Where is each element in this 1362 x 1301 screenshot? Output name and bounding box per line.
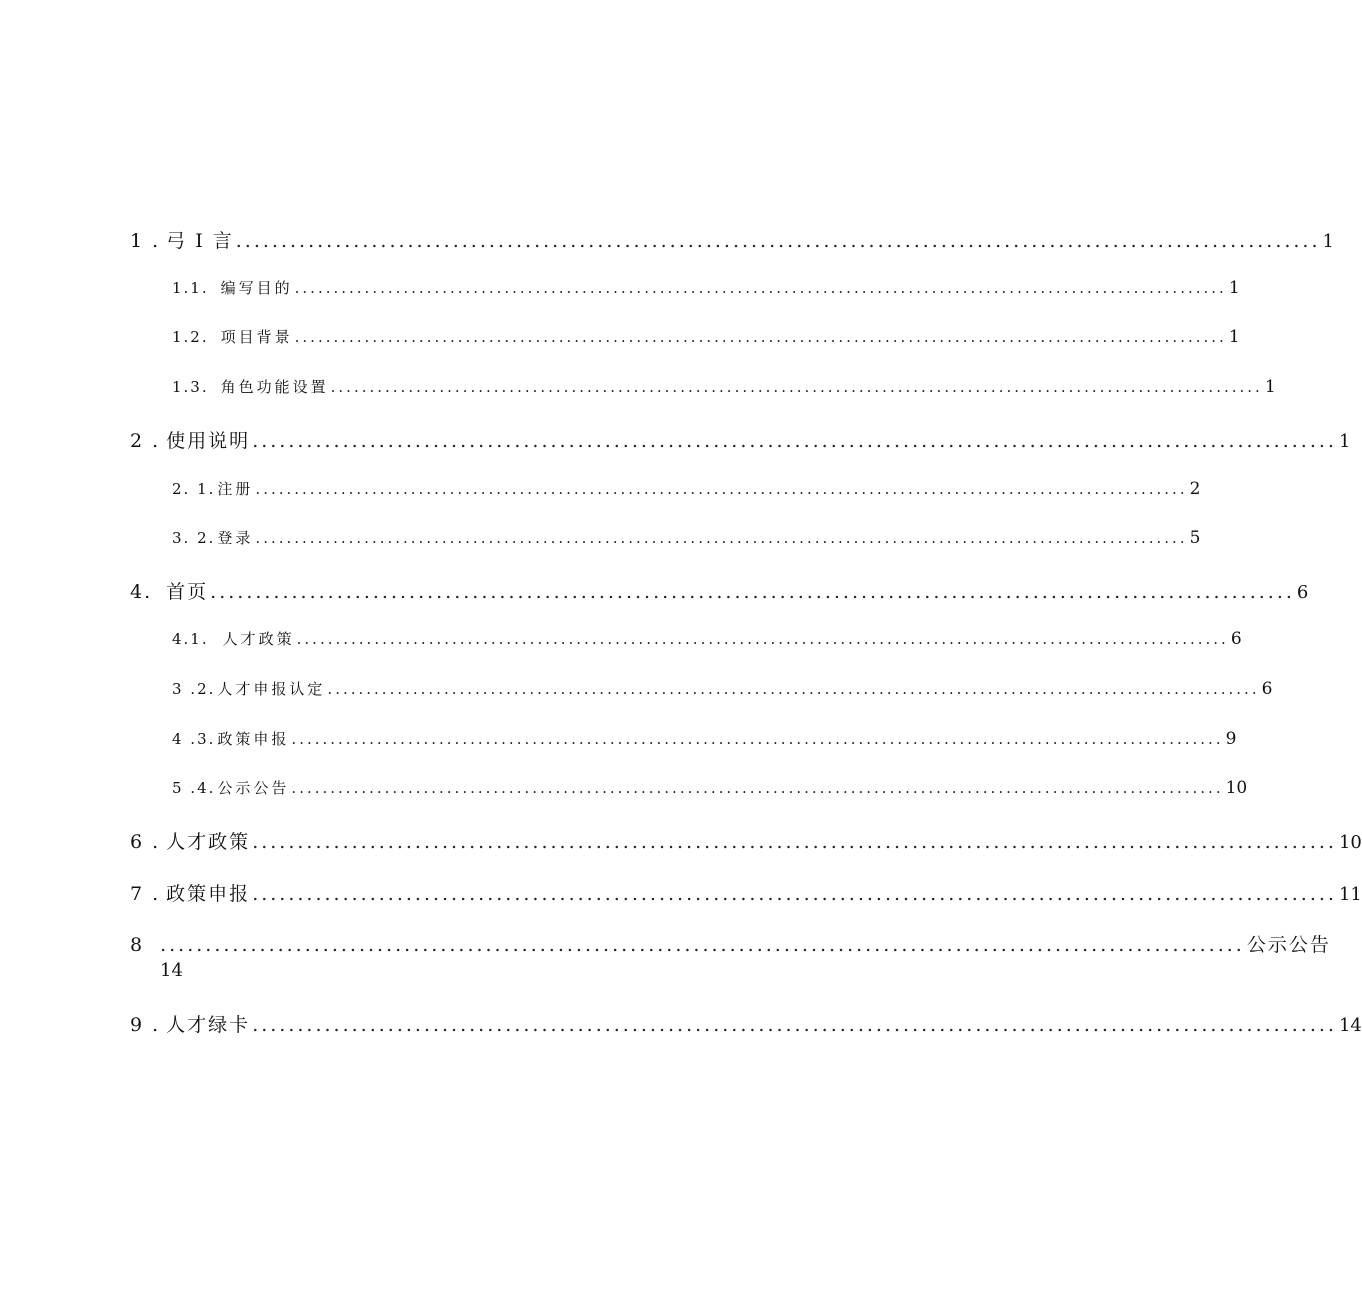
toc-entry-title: 人才政策 — [222, 630, 295, 648]
toc-entry-talent-green-card[interactable] — [130, 1010, 1362, 1037]
toc-entry-page: 6 — [1261, 679, 1273, 699]
toc-entry-number: 1.2. — [172, 328, 209, 346]
toc-entry-title: 公示公告 — [1246, 934, 1331, 956]
toc-entry-number: 3 .2. — [172, 680, 216, 698]
toc-entry-number: 3. 2. — [172, 529, 216, 547]
toc-entry-number: 5 .4. — [172, 779, 216, 797]
toc-entry-project-background[interactable] — [172, 326, 1240, 347]
toc-entry-title: 公示公告 — [217, 779, 290, 797]
toc-entry-number: 6 . — [130, 831, 161, 853]
toc-entry-number: 4.1. — [172, 630, 209, 648]
dot-leader: ........................................................................................................................ — [252, 430, 1337, 452]
toc-entry-page: 10 — [1225, 778, 1248, 798]
dot-leader: ........................................................................................................................ — [255, 529, 1188, 547]
toc-entry-page: 5 — [1189, 528, 1201, 548]
toc-entry-page: 1 — [1264, 377, 1276, 397]
toc-entry-page: 1 — [1228, 327, 1240, 347]
dot-leader: ........................................................................................................................ — [294, 279, 1227, 297]
toc-entry-title: 弓 I 言 — [166, 230, 234, 252]
dot-leader: ........................................................................................................................ — [252, 831, 1337, 853]
toc-entry-role-settings[interactable] — [172, 376, 1276, 397]
toc-entry-page: 6 — [1296, 582, 1309, 603]
toc-entry-title: 人才绿卡 — [166, 1014, 251, 1036]
toc-entry-talent-declaration[interactable] — [172, 678, 1273, 699]
dot-leader: ........................................................................................................................ — [255, 480, 1188, 498]
toc-entry-register[interactable] — [172, 478, 1201, 499]
toc-entry-page: 14 — [160, 960, 183, 981]
toc-entry-number: 1.1. — [172, 279, 209, 297]
dot-leader: ........................................................................................................................ — [296, 630, 1229, 648]
toc-entry-title: 项目背景 — [220, 328, 293, 346]
dot-leader: ........................................................................................................................ — [160, 934, 1245, 956]
toc-entry-number: 4 .3. — [172, 730, 216, 748]
toc-entry-number: 9 . — [130, 1014, 161, 1036]
toc-entry-title: 政策申报 — [217, 730, 290, 748]
toc-entry-page: 9 — [1225, 729, 1237, 749]
toc-entry-number: 2. 1. — [172, 480, 216, 498]
toc-entry-page: 1 — [1338, 431, 1351, 452]
toc-entry-home[interactable] — [130, 577, 1309, 604]
toc-entry-number: 4. — [130, 581, 153, 603]
toc-entry-title: 人才政策 — [166, 831, 251, 853]
toc-entry-title: 首页 — [166, 581, 209, 603]
toc-entry-announcements-sub[interactable] — [172, 777, 1248, 798]
toc-entry-usage[interactable] — [130, 426, 1351, 453]
toc-entry-announcements[interactable] — [130, 930, 1331, 957]
toc-entry-page: 10 — [1338, 832, 1362, 853]
toc-entry-page: 1 — [1228, 278, 1240, 298]
dot-leader: ........................................................................................................................ — [294, 328, 1227, 346]
toc-entry-policy-declaration[interactable] — [130, 879, 1362, 906]
dot-leader: ........................................................................................................................ — [327, 680, 1260, 698]
toc-entry-title: 登录 — [217, 529, 254, 547]
dot-leader: ........................................................................................................................ — [252, 883, 1337, 905]
toc-entry-number: 8 — [130, 934, 145, 956]
toc-entry-page: 11 — [1338, 884, 1362, 905]
toc-entry-policy-declaration-sub[interactable] — [172, 728, 1237, 749]
toc-entry-writing-purpose[interactable] — [172, 277, 1240, 298]
toc-entry-introduction[interactable] — [130, 226, 1334, 253]
toc-entry-talent-policy[interactable] — [130, 827, 1362, 854]
dot-leader: ........................................................................................................................ — [330, 378, 1263, 396]
toc-entry-number: 1 . — [130, 230, 161, 252]
toc-entry-page: 2 — [1189, 479, 1201, 499]
toc-entry-title: 使用说明 — [166, 430, 251, 452]
toc-entry-page: 14 — [1338, 1015, 1362, 1036]
toc-entry-page: 6 — [1230, 629, 1242, 649]
toc-entry-talent-policy-sub[interactable] — [172, 628, 1242, 649]
toc-entry-title: 注册 — [217, 480, 254, 498]
toc-entry-page: 1 — [1322, 231, 1334, 252]
dot-leader: ........................................................................................................................ — [235, 230, 1321, 252]
dot-leader: ........................................................................................................................ — [210, 581, 1295, 603]
toc-entry-number: 7 . — [130, 883, 161, 905]
toc-entry-title: 人才申报认定 — [217, 680, 326, 698]
toc-entry-number: 1.3. — [172, 378, 209, 396]
dot-leader: ........................................................................................................................ — [291, 730, 1224, 748]
toc-entry-title: 角色功能设置 — [220, 378, 329, 396]
dot-leader: ........................................................................................................................ — [252, 1014, 1337, 1036]
toc-entry-login[interactable] — [172, 527, 1201, 548]
toc-entry-title: 编写目的 — [220, 279, 293, 297]
dot-leader: ........................................................................................................................ — [291, 779, 1224, 797]
toc-entry-number: 2 . — [130, 430, 161, 452]
toc-entry-title: 政策申报 — [166, 883, 251, 905]
